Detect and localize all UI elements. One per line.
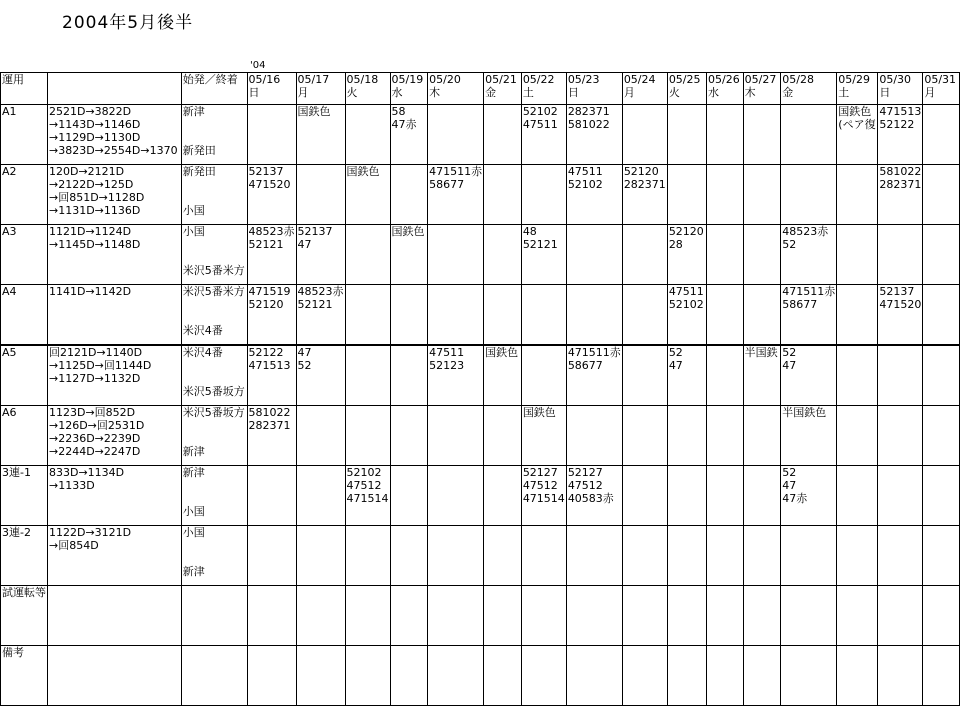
date-cell	[743, 225, 781, 285]
date-cell	[345, 345, 390, 406]
date-cell	[521, 345, 566, 406]
date-cell	[484, 165, 522, 225]
date-cell	[743, 526, 781, 586]
date-cell: 471511赤 58677	[566, 345, 622, 406]
route-cell: 小国 新津	[181, 526, 247, 586]
date-cell	[707, 285, 744, 346]
date-cell: 581022 282371	[878, 165, 923, 225]
date-cell	[428, 646, 484, 706]
date-cell: 47 52	[296, 345, 345, 406]
date-cell	[428, 526, 484, 586]
date-cell: 52137 471520	[878, 285, 923, 346]
date-cell: 半国鉄色	[781, 406, 837, 466]
date-cell: 半国鉄	[743, 345, 781, 406]
date-cell	[345, 285, 390, 346]
header-date: 05/20 木	[428, 73, 484, 105]
table-row	[1, 105, 960, 165]
header-date: 05/29 土	[837, 73, 878, 105]
header-route: 始発／終着	[181, 73, 247, 105]
route-cell: 米沢5番坂方 新津	[181, 406, 247, 466]
date-cell: 471511赤 58677	[428, 165, 484, 225]
date-cell	[923, 165, 960, 225]
date-cell: 52120 28	[667, 225, 706, 285]
date-cell	[622, 406, 667, 466]
header-pattern	[48, 73, 182, 105]
table-row	[1, 646, 960, 706]
date-cell	[667, 105, 706, 165]
date-cell	[390, 406, 428, 466]
header-date: 05/28 金	[781, 73, 837, 105]
date-cell	[296, 526, 345, 586]
date-cell	[837, 586, 878, 646]
date-cell	[667, 586, 706, 646]
pattern-cell: 1141D→1142D	[48, 285, 182, 346]
date-cell	[923, 586, 960, 646]
date-cell	[296, 466, 345, 526]
date-cell	[743, 646, 781, 706]
date-cell: 国鉄色	[484, 345, 522, 406]
date-cell: 48 52121	[521, 225, 566, 285]
unit-cell: 備考	[1, 646, 48, 706]
date-cell	[247, 466, 296, 526]
table-row	[1, 586, 960, 646]
date-cell	[923, 466, 960, 526]
date-cell	[707, 406, 744, 466]
date-cell	[428, 466, 484, 526]
date-cell	[345, 225, 390, 285]
date-cell	[622, 526, 667, 586]
date-cell: 48523赤 52121	[296, 285, 345, 346]
route-cell: 小国 米沢5番米方	[181, 225, 247, 285]
date-cell: 52 47 47赤	[781, 466, 837, 526]
date-cell: 52102 47512 471514	[345, 466, 390, 526]
date-cell	[707, 646, 744, 706]
date-cell	[743, 165, 781, 225]
date-cell	[878, 406, 923, 466]
date-cell	[390, 526, 428, 586]
date-cell	[390, 285, 428, 346]
date-cell: 52127 47512 471514	[521, 466, 566, 526]
date-cell	[484, 225, 522, 285]
date-cell	[296, 646, 345, 706]
date-cell	[781, 646, 837, 706]
date-cell	[837, 345, 878, 406]
date-cell	[484, 105, 522, 165]
date-cell	[622, 105, 667, 165]
route-cell: 新津 新発田	[181, 105, 247, 165]
date-cell	[345, 526, 390, 586]
date-cell	[345, 586, 390, 646]
date-cell	[878, 526, 923, 586]
date-cell	[743, 285, 781, 346]
date-cell: 52 47	[781, 345, 837, 406]
date-cell	[521, 646, 566, 706]
date-cell	[923, 105, 960, 165]
date-cell	[390, 466, 428, 526]
date-cell	[878, 225, 923, 285]
date-cell	[622, 466, 667, 526]
date-cell: 58 47赤	[390, 105, 428, 165]
date-cell	[781, 165, 837, 225]
header-date: 05/16 日	[247, 73, 296, 105]
date-cell	[484, 285, 522, 346]
date-cell	[247, 105, 296, 165]
table-row	[1, 526, 960, 586]
date-cell: 国鉄色 (ペア復	[837, 105, 878, 165]
unit-cell: A6	[1, 406, 48, 466]
date-cell	[707, 466, 744, 526]
date-cell	[428, 586, 484, 646]
schedule-table	[0, 72, 960, 706]
pattern-cell: 回2121D→1140D →1125D→回1144D →1127D→1132D	[48, 345, 182, 406]
date-cell	[707, 165, 744, 225]
route-cell: 新津 小国	[181, 466, 247, 526]
unit-cell: A2	[1, 165, 48, 225]
date-cell: 52120 282371	[622, 165, 667, 225]
date-cell	[878, 586, 923, 646]
header-date: 05/31 月	[923, 73, 960, 105]
date-cell: 国鉄色	[345, 165, 390, 225]
date-cell	[521, 165, 566, 225]
date-cell	[622, 285, 667, 346]
date-cell	[743, 406, 781, 466]
header-unit: 運用	[1, 73, 48, 105]
date-cell	[622, 646, 667, 706]
date-cell	[743, 586, 781, 646]
date-cell: 52127 47512 40583赤	[566, 466, 622, 526]
date-cell: 52102 47511	[521, 105, 566, 165]
date-cell: 47511 52102	[667, 285, 706, 346]
date-cell	[878, 646, 923, 706]
date-cell	[484, 406, 522, 466]
header-date: 05/21 金	[484, 73, 522, 105]
header-date: 05/24 月	[622, 73, 667, 105]
page-title: 2004年5月後半	[62, 13, 194, 33]
route-cell	[181, 586, 247, 646]
date-cell	[667, 526, 706, 586]
pattern-cell	[48, 586, 182, 646]
date-cell	[428, 285, 484, 346]
date-cell	[837, 466, 878, 526]
date-cell: 48523赤 52121	[247, 225, 296, 285]
unit-cell: 3連-2	[1, 526, 48, 586]
date-cell	[566, 646, 622, 706]
date-cell	[247, 646, 296, 706]
pattern-cell: 1123D→回852D →126D→回2531D →2236D→2239D →2244D→2247D	[48, 406, 182, 466]
date-cell	[667, 165, 706, 225]
route-cell: 米沢5番米方 米沢4番	[181, 285, 247, 346]
date-cell	[566, 586, 622, 646]
date-cell	[521, 586, 566, 646]
pattern-cell: 833D→1134D →1133D	[48, 466, 182, 526]
header-date: 05/26 水	[707, 73, 744, 105]
date-cell	[484, 586, 522, 646]
date-cell	[390, 165, 428, 225]
date-cell	[484, 646, 522, 706]
unit-cell: A3	[1, 225, 48, 285]
table-row	[1, 285, 960, 346]
date-cell	[484, 526, 522, 586]
date-cell	[923, 526, 960, 586]
date-cell	[390, 646, 428, 706]
date-cell	[622, 586, 667, 646]
date-cell	[521, 285, 566, 346]
date-cell	[878, 345, 923, 406]
date-cell	[837, 285, 878, 346]
date-cell: 52137 47	[296, 225, 345, 285]
date-cell	[566, 225, 622, 285]
date-cell	[667, 406, 706, 466]
pattern-cell: 1121D→1124D →1145D→1148D	[48, 225, 182, 285]
date-cell	[390, 345, 428, 406]
date-cell	[743, 466, 781, 526]
date-cell	[923, 285, 960, 346]
date-cell: 581022 282371	[247, 406, 296, 466]
date-cell	[566, 285, 622, 346]
year-mark: '04	[250, 60, 266, 71]
pattern-cell: 120D→2121D →2122D→125D →回851D→1128D →1131D→1136D	[48, 165, 182, 225]
date-cell	[923, 406, 960, 466]
date-cell	[781, 586, 837, 646]
unit-cell: A5	[1, 345, 48, 406]
unit-cell: 試運転等	[1, 586, 48, 646]
date-cell: 52137 471520	[247, 165, 296, 225]
date-cell	[707, 526, 744, 586]
header-date: 05/25 火	[667, 73, 706, 105]
date-cell: 471513 52122	[878, 105, 923, 165]
pattern-cell: 2521D→3822D →1143D→1146D →1129D→1130D →3823D→2554D→1370	[48, 105, 182, 165]
date-cell	[428, 406, 484, 466]
date-cell	[923, 225, 960, 285]
date-cell	[837, 646, 878, 706]
header-date: 05/17 月	[296, 73, 345, 105]
date-cell	[345, 646, 390, 706]
date-cell	[566, 526, 622, 586]
header-date: 05/27 木	[743, 73, 781, 105]
route-cell	[181, 646, 247, 706]
date-cell	[428, 225, 484, 285]
unit-cell: 3連-1	[1, 466, 48, 526]
date-cell	[667, 466, 706, 526]
date-cell	[521, 526, 566, 586]
header-date: 05/22 土	[521, 73, 566, 105]
date-cell: 52 47	[667, 345, 706, 406]
date-cell	[247, 586, 296, 646]
date-cell	[743, 105, 781, 165]
unit-cell: A1	[1, 105, 48, 165]
date-cell	[923, 646, 960, 706]
date-cell	[837, 406, 878, 466]
date-cell	[707, 105, 744, 165]
date-cell	[390, 586, 428, 646]
header-row	[1, 73, 960, 105]
date-cell	[296, 165, 345, 225]
table-row	[1, 225, 960, 285]
date-cell	[707, 345, 744, 406]
date-cell	[296, 586, 345, 646]
date-cell	[781, 526, 837, 586]
date-cell	[345, 105, 390, 165]
date-cell: 国鉄色	[521, 406, 566, 466]
header-date: 05/18 火	[345, 73, 390, 105]
date-cell	[622, 225, 667, 285]
date-cell	[667, 646, 706, 706]
date-cell	[707, 225, 744, 285]
date-cell	[837, 165, 878, 225]
unit-cell: A4	[1, 285, 48, 346]
table-row	[1, 345, 960, 406]
header-date: 05/19 水	[390, 73, 428, 105]
header-date: 05/30 日	[878, 73, 923, 105]
date-cell: 471519 52120	[247, 285, 296, 346]
date-cell: 48523赤 52	[781, 225, 837, 285]
header-date: 05/23 日	[566, 73, 622, 105]
date-cell: 国鉄色	[390, 225, 428, 285]
pattern-cell: 1122D→3121D →回854D	[48, 526, 182, 586]
date-cell	[345, 406, 390, 466]
date-cell	[837, 526, 878, 586]
route-cell: 米沢4番 米沢5番坂方	[181, 345, 247, 406]
date-cell	[781, 105, 837, 165]
table-row	[1, 165, 960, 225]
date-cell	[622, 345, 667, 406]
date-cell	[484, 466, 522, 526]
date-cell	[707, 586, 744, 646]
pattern-cell	[48, 646, 182, 706]
date-cell: 47511 52123	[428, 345, 484, 406]
date-cell	[296, 406, 345, 466]
date-cell	[428, 105, 484, 165]
date-cell: 282371 581022	[566, 105, 622, 165]
date-cell: 52122 471513	[247, 345, 296, 406]
date-cell: 47511 52102	[566, 165, 622, 225]
table-row	[1, 466, 960, 526]
route-cell: 新発田 小国	[181, 165, 247, 225]
date-cell	[878, 466, 923, 526]
date-cell: 国鉄色	[296, 105, 345, 165]
table-row	[1, 406, 960, 466]
date-cell	[247, 526, 296, 586]
date-cell	[923, 345, 960, 406]
date-cell	[837, 225, 878, 285]
date-cell	[566, 406, 622, 466]
date-cell: 471511赤 58677	[781, 285, 837, 346]
